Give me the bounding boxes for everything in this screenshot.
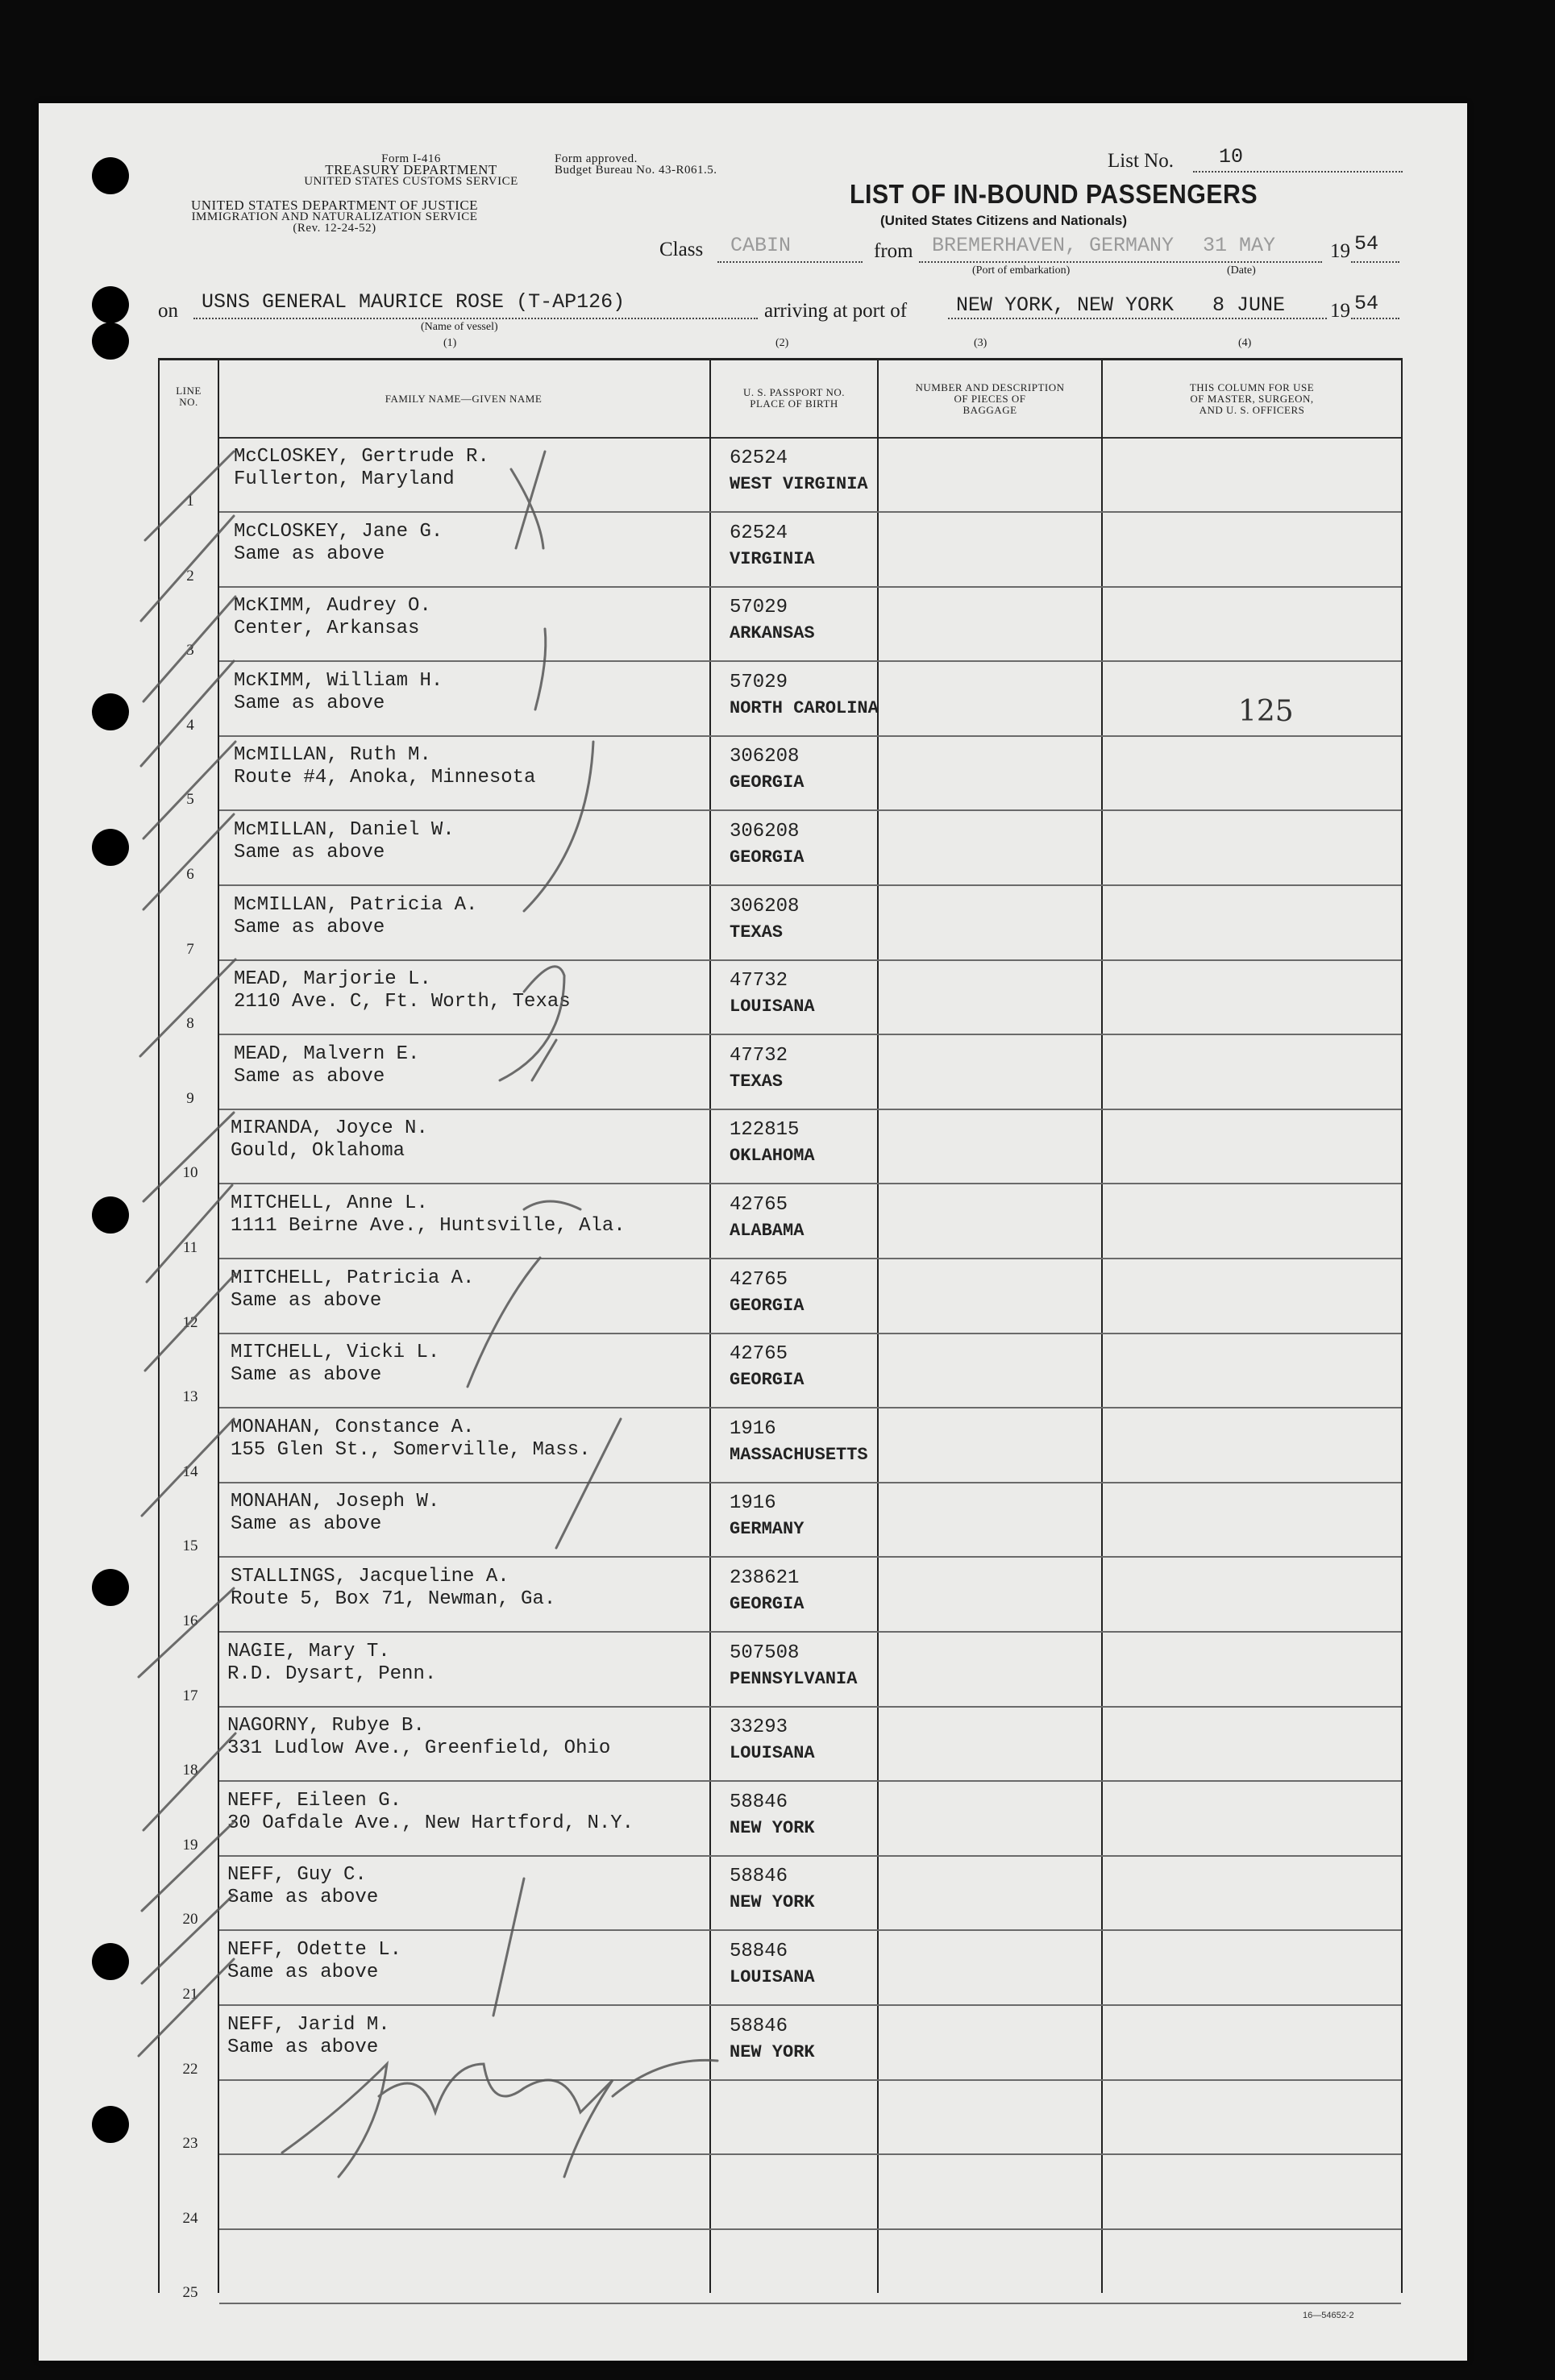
place-of-birth: PENNSYLVANIA — [730, 1668, 858, 1689]
place-of-birth: ARKANSAS — [730, 623, 815, 644]
row-divider — [219, 2303, 1401, 2304]
passport-cell — [730, 819, 804, 871]
passport-cell — [730, 1864, 815, 1916]
passenger-name: NAGIE, Mary T. — [227, 1640, 390, 1662]
revision-date: (Rev. 12-24-52) — [293, 222, 376, 235]
punch-hole — [92, 2106, 129, 2143]
passport-cell — [730, 670, 879, 722]
table-row — [161, 1633, 1435, 1707]
passenger-name-cell — [234, 744, 535, 789]
passenger-name: NEFF, Eileen G. — [227, 1789, 402, 1812]
place-of-birth: TEXAS — [730, 1071, 784, 1092]
table-row — [161, 2229, 1435, 2303]
table-row — [161, 1707, 1435, 1781]
punch-hole — [92, 286, 129, 323]
passport-cell — [730, 1043, 788, 1095]
passenger-address: 30 Oafdale Ave., New Hartford, N.Y. — [227, 1812, 634, 1834]
passenger-address: Same as above — [227, 1887, 379, 1909]
table-row — [161, 811, 1435, 885]
place-of-birth: MASSACHUSETTS — [730, 1444, 868, 1465]
line-number: 18 — [182, 1762, 198, 1779]
passport-number: 57029 — [730, 597, 788, 619]
passenger-name-cell — [231, 1417, 590, 1462]
passenger-address: Route #4, Anoka, Minnesota — [234, 767, 536, 789]
table-row — [161, 1259, 1435, 1334]
passenger-name-cell — [231, 1267, 474, 1313]
passenger-name: NAGORNY, Rubye B. — [227, 1715, 425, 1737]
line-number: 5 — [186, 791, 194, 809]
col-num-3: (3) — [974, 337, 987, 349]
line-number: 17 — [182, 1687, 198, 1704]
line-number: 1 — [186, 493, 194, 510]
justice-dept: UNITED STATES DEPARTMENT OF JUSTICE — [190, 198, 479, 213]
place-of-birth: GEORGIA — [730, 847, 805, 868]
line-number: 2 — [186, 567, 194, 585]
passenger-name: McCLOSKEY, Jane G. — [234, 520, 443, 543]
col-header-baggage — [879, 382, 1101, 416]
table-row — [161, 1408, 1435, 1483]
line-number: 15 — [182, 1537, 198, 1555]
place-of-birth: GEORGIA — [730, 772, 805, 793]
passport-cell — [730, 1566, 804, 1617]
passport-cell — [730, 1715, 815, 1766]
place-of-birth: LOUISANA — [730, 997, 815, 1017]
line-number: 12 — [182, 1313, 198, 1331]
passenger-name: NEFF, Jarid M. — [227, 2013, 390, 2036]
passenger-name-cell — [231, 1566, 555, 1611]
line-number: 23 — [182, 2135, 198, 2153]
line-number: 16 — [182, 1612, 198, 1629]
col-header-officers — [1103, 382, 1401, 416]
passenger-name: McKIMM, Audrey O. — [234, 595, 431, 618]
embark-port: BREMERHAVEN, GERMANY — [932, 234, 1175, 257]
col-num-1: (1) — [443, 337, 457, 349]
form-number — [298, 153, 524, 187]
col-header-officers-3: AND U. S. OFFICERS — [1199, 404, 1305, 416]
place-of-birth: LOUISANA — [730, 1743, 815, 1764]
col-header-baggage-1: NUMBER AND DESCRIPTION — [915, 381, 1065, 393]
dept-block — [153, 200, 516, 234]
passport-number: 58846 — [730, 1791, 788, 1813]
line-number: 21 — [182, 1986, 198, 2003]
table-row — [161, 2080, 1435, 2154]
place-of-birth: NEW YORK — [730, 1817, 815, 1838]
port-caption: (Port of embarkation) — [972, 264, 1071, 277]
col-num-2: (2) — [775, 337, 789, 349]
passport-number: 42765 — [730, 1194, 788, 1216]
page-title: LIST OF IN-BOUND PASSENGERS — [850, 179, 1258, 209]
passenger-name: MITCHELL, Anne L. — [231, 1192, 428, 1214]
passenger-address: Same as above — [234, 916, 385, 938]
table-row — [161, 960, 1435, 1034]
col-header-passport-no: U. S. PASSPORT NO. — [743, 386, 845, 398]
table-top-border — [158, 358, 1403, 360]
budget-bureau: Budget Bureau No. 43-R061.5. — [555, 164, 717, 177]
passenger-name: MITCHELL, Patricia A. — [231, 1267, 475, 1289]
passport-number: 42765 — [730, 1268, 788, 1291]
table-row — [161, 587, 1435, 661]
passport-cell — [730, 1417, 868, 1468]
table-row — [161, 1483, 1435, 1557]
passport-number: 306208 — [730, 895, 800, 917]
table-row — [161, 1856, 1435, 1930]
passenger-name: McMILLAN, Patricia A. — [234, 893, 478, 916]
passport-number: 33293 — [730, 1716, 788, 1739]
vessel-name: USNS GENERAL MAURICE ROSE (T-AP126) — [202, 290, 626, 314]
passenger-name-cell — [234, 819, 455, 864]
place-of-birth: ALABAMA — [730, 1221, 805, 1241]
passenger-name-cell — [227, 1864, 378, 1909]
customs-service: UNITED STATES CUSTOMS SERVICE — [304, 175, 518, 188]
date-caption: (Date) — [1227, 264, 1256, 277]
passport-cell — [730, 1342, 804, 1393]
place-of-birth: NORTH CAROLINA — [730, 697, 879, 718]
passenger-address: Same as above — [234, 543, 385, 565]
punch-hole — [92, 1569, 129, 1606]
passenger-name: MEAD, Malvern E. — [234, 1042, 420, 1065]
passenger-address: Same as above — [227, 1962, 379, 1983]
footer-code: 16—54652-2 — [1303, 2311, 1354, 2320]
passport-number: 1916 — [730, 1417, 776, 1440]
class-label: Class — [659, 239, 704, 260]
passenger-name-cell — [231, 1491, 439, 1536]
year-suffix: 54 — [1354, 232, 1379, 256]
arriving-label: arriving at port of — [764, 300, 908, 322]
passport-number: 58846 — [730, 1866, 788, 1888]
passport-number: 1916 — [730, 1492, 776, 1515]
on-label: on — [158, 300, 178, 322]
list-no-label: List No. — [1108, 150, 1174, 172]
list-no-value: 10 — [1219, 145, 1244, 169]
passenger-name-cell — [234, 894, 477, 939]
passenger-name: MITCHELL, Vicki L. — [231, 1342, 440, 1364]
table-row — [161, 1782, 1435, 1856]
col-header-baggage-2: OF PIECES OF — [954, 393, 1026, 405]
passenger-name-cell — [234, 968, 571, 1013]
table-row — [161, 513, 1435, 587]
passport-number: 306208 — [730, 821, 800, 843]
passenger-name: MONAHAN, Joseph W. — [231, 1491, 440, 1513]
passenger-name-cell — [234, 446, 489, 491]
line-number: 10 — [182, 1164, 198, 1182]
place-of-birth: GEORGIA — [730, 1594, 805, 1614]
passenger-name-cell — [227, 1939, 401, 1984]
table-row — [161, 1184, 1435, 1259]
passenger-address: Gould, Oklahoma — [231, 1140, 405, 1163]
table-row — [161, 1931, 1435, 2005]
passenger-address: Same as above — [231, 1513, 382, 1536]
arrival-year-prefix: 19 — [1330, 300, 1350, 322]
arrival-year-suffix: 54 — [1354, 292, 1379, 315]
form-id: Form I-416 — [381, 152, 441, 165]
passenger-address: Center, Arkansas — [234, 618, 420, 640]
passport-cell — [730, 595, 815, 647]
line-number: 19 — [182, 1836, 198, 1854]
passport-cell — [730, 968, 815, 1020]
passenger-name: McMILLAN, Daniel W. — [234, 819, 455, 841]
place-of-birth: LOUISANA — [730, 1967, 815, 1987]
passport-cell — [730, 744, 804, 796]
line-number: 14 — [182, 1463, 198, 1480]
passenger-address: Same as above — [234, 692, 385, 714]
passenger-address: Same as above — [234, 842, 385, 863]
passenger-address: Same as above — [234, 1065, 385, 1088]
table-row — [161, 886, 1435, 960]
line-number: 3 — [186, 642, 194, 659]
col-header-baggage-3: BAGGAGE — [963, 404, 1017, 416]
passenger-name-cell — [231, 1192, 626, 1238]
col-header-name: FAMILY NAME—GIVEN NAME — [385, 393, 543, 405]
passport-cell — [730, 1790, 815, 1841]
ins-service: IMMIGRATION AND NATURALIZATION SERVICE — [191, 210, 478, 223]
col-header-officers-1: THIS COLUMN FOR USE — [1189, 381, 1315, 393]
punch-hole — [92, 1943, 129, 1980]
passenger-name-cell — [231, 1342, 439, 1387]
passenger-address: R.D. Dysart, Penn. — [227, 1662, 437, 1685]
passport-cell — [730, 1267, 804, 1319]
table-row — [161, 438, 1435, 512]
embark-date: 31 MAY — [1203, 234, 1276, 257]
place-of-birth: NEW YORK — [730, 1892, 815, 1913]
punch-hole — [92, 1196, 129, 1234]
passport-cell — [730, 446, 868, 497]
passenger-name-cell — [227, 1641, 436, 1686]
punch-hole — [92, 829, 129, 866]
passenger-address: Same as above — [231, 1364, 382, 1387]
place-of-birth: NEW YORK — [730, 2041, 815, 2062]
vessel-caption: (Name of vessel) — [421, 321, 498, 333]
year-prefix: 19 — [1330, 240, 1350, 262]
table-left-border — [158, 358, 160, 2293]
passenger-address: 155 Glen St., Somerville, Mass. — [231, 1438, 591, 1461]
line-number: 4 — [186, 716, 194, 734]
passport-number: 57029 — [730, 671, 788, 693]
passport-number: 42765 — [730, 1343, 788, 1366]
passenger-name-cell — [227, 1790, 634, 1835]
punch-hole — [92, 693, 129, 730]
treasury-dept: TREASURY DEPARTMENT — [325, 162, 497, 177]
place-of-birth: GEORGIA — [730, 1370, 805, 1391]
punch-hole — [92, 157, 129, 194]
passport-number: 122815 — [730, 1119, 800, 1142]
col-header-line: LINE — [176, 385, 202, 397]
col-header-officers-2: OF MASTER, SURGEON, — [1190, 393, 1314, 405]
passport-cell — [730, 521, 815, 572]
col-header-passport — [711, 387, 877, 410]
passport-cell — [730, 894, 799, 946]
table-row — [161, 736, 1435, 810]
line-number: 20 — [182, 1911, 198, 1929]
passenger-name: STALLINGS, Jacqueline A. — [231, 1566, 509, 1587]
passenger-name-cell — [234, 595, 431, 640]
passenger-name-cell — [234, 1043, 419, 1088]
arrival-date: 8 JUNE — [1212, 293, 1286, 317]
line-number: 22 — [182, 2060, 198, 2078]
passport-number: 238621 — [730, 1567, 800, 1589]
approval-block — [555, 153, 717, 176]
line-number: 9 — [186, 1089, 194, 1107]
passport-cell — [730, 1491, 804, 1542]
officer-note: 125 — [1238, 695, 1294, 728]
passenger-name: NEFF, Guy C. — [227, 1864, 367, 1887]
from-label: from — [874, 240, 913, 262]
place-of-birth: TEXAS — [730, 922, 784, 942]
punch-hole — [92, 322, 129, 360]
passenger-name: McKIMM, William H. — [234, 669, 443, 692]
page-subtitle: (United States Citizens and Nationals) — [880, 213, 1128, 228]
place-of-birth: GERMANY — [730, 1519, 805, 1540]
col-header-no: NO. — [179, 396, 198, 408]
passport-cell — [730, 1117, 815, 1169]
passenger-name: McCLOSKEY, Gertrude R. — [234, 446, 489, 468]
arrival-port: NEW YORK, NEW YORK — [956, 293, 1175, 317]
table-row — [161, 1035, 1435, 1109]
passenger-name: NEFF, Odette L. — [227, 1939, 402, 1961]
place-of-birth: WEST VIRGINIA — [730, 474, 868, 494]
passport-number: 507508 — [730, 1641, 800, 1664]
line-number: 7 — [186, 940, 194, 958]
table-row — [161, 2155, 1435, 2229]
passenger-address: 1111 Beirne Ave., Huntsville, Ala. — [231, 1215, 626, 1237]
line-number: 13 — [182, 1388, 198, 1406]
col-header-line-no — [160, 385, 218, 408]
passenger-name-cell — [231, 1117, 428, 1163]
place-of-birth: GEORGIA — [730, 1295, 805, 1316]
line-number: 25 — [182, 2284, 198, 2302]
passport-number: 62524 — [730, 447, 788, 469]
col-num-4: (4) — [1238, 337, 1252, 349]
line-number: 6 — [186, 866, 194, 883]
passenger-address: Same as above — [227, 2036, 379, 2058]
passenger-address: Fullerton, Maryland — [234, 468, 455, 490]
passport-number: 47732 — [730, 1044, 788, 1067]
place-of-birth: OKLAHOMA — [730, 1146, 815, 1167]
line-number: 11 — [182, 1239, 198, 1256]
table-row — [161, 1334, 1435, 1408]
passport-number: 58846 — [730, 2015, 788, 2037]
line-number: 24 — [182, 2209, 198, 2227]
line-number: 8 — [186, 1015, 194, 1033]
class-value: CABIN — [730, 234, 792, 257]
passenger-name-cell — [227, 2014, 390, 2059]
passenger-address: 2110 Ave. C, Ft. Worth, Texas — [234, 991, 571, 1013]
passenger-name-cell — [234, 521, 443, 566]
passport-cell — [730, 1641, 857, 1692]
passport-cell — [730, 2014, 815, 2066]
passport-cell — [730, 1192, 804, 1244]
table-row — [161, 1109, 1435, 1184]
passport-number: 47732 — [730, 970, 788, 992]
passenger-name-cell — [234, 670, 443, 715]
passenger-name: MIRANDA, Joyce N. — [231, 1117, 428, 1140]
passenger-address: Same as above — [231, 1289, 382, 1312]
table-row — [161, 2006, 1435, 2080]
passenger-name: McMILLAN, Ruth M. — [234, 744, 431, 767]
passport-number: 58846 — [730, 1941, 788, 1962]
passenger-address: 331 Ludlow Ave., Greenfield, Ohio — [227, 1737, 611, 1760]
table-row — [161, 1558, 1435, 1632]
passport-number: 306208 — [730, 746, 800, 768]
place-of-birth: VIRGINIA — [730, 548, 815, 569]
passenger-name: MONAHAN, Constance A. — [231, 1416, 475, 1438]
col-header-birthplace: PLACE OF BIRTH — [750, 397, 838, 410]
passenger-name: MEAD, Marjorie L. — [234, 968, 431, 991]
passenger-name-cell — [227, 1715, 610, 1760]
form-approved: Form approved. — [555, 152, 638, 165]
passport-cell — [730, 1939, 815, 1991]
passenger-address: Route 5, Box 71, Newman, Ga. — [231, 1588, 556, 1610]
passport-number: 62524 — [730, 522, 788, 544]
